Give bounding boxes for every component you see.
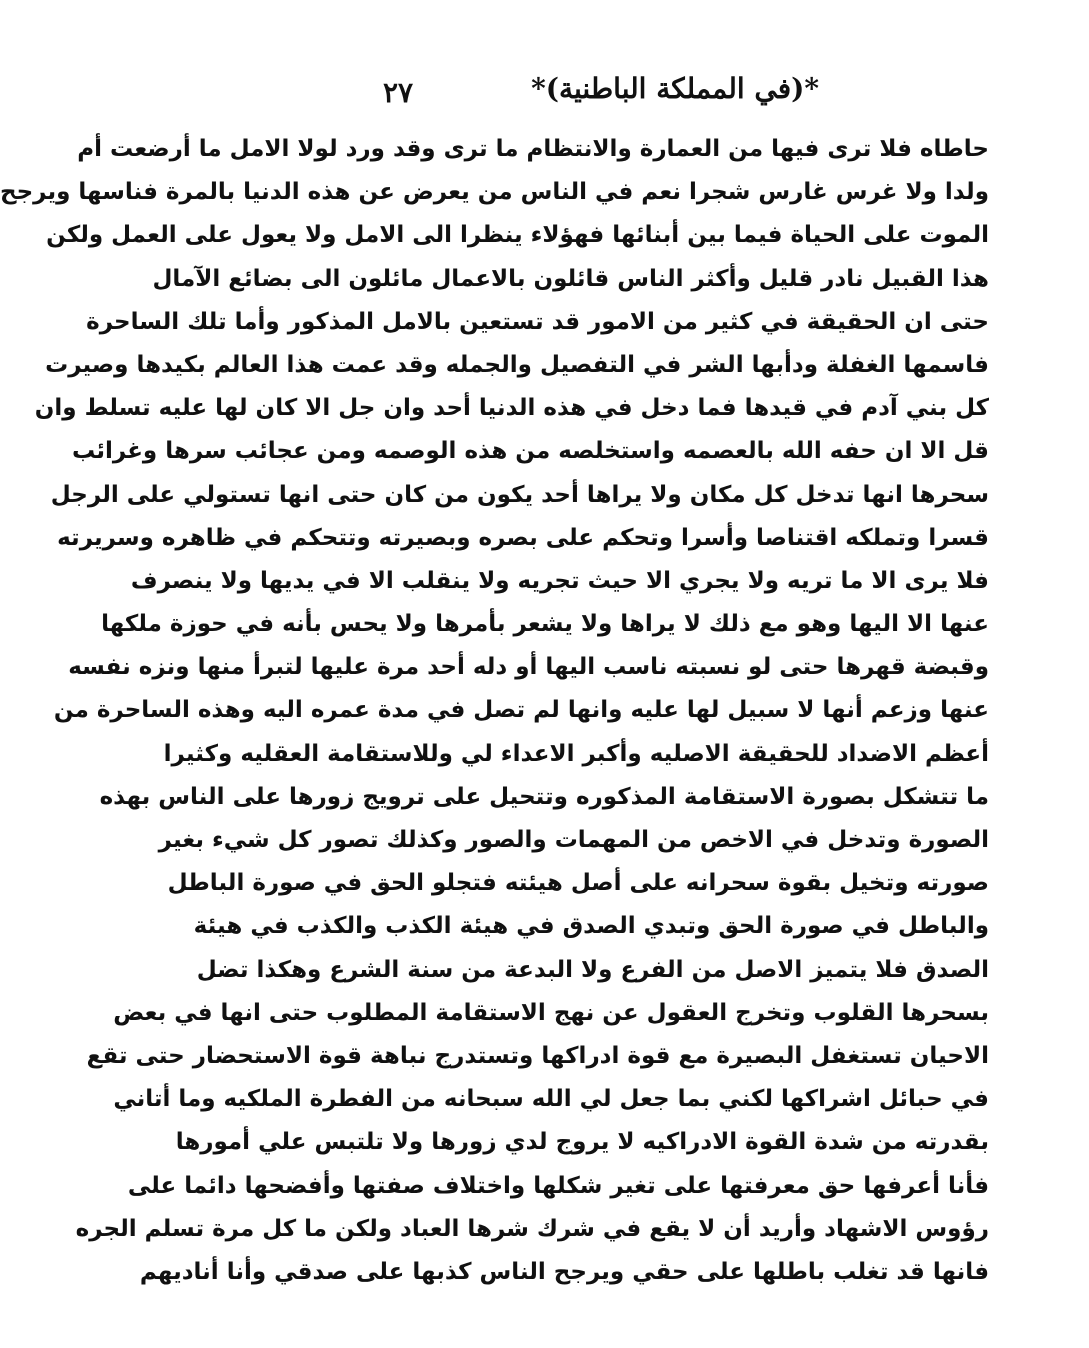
text-line: قل الا ان حفه الله بالعصمه واستخلصه من هذه الوصمه ومن عجائب سرها وغرائب <box>72 438 989 465</box>
text-line: قسرا وتملكه اقتناصا وأسرا وتحكم على بصره وبصيرته وتتحكم في ظاهره وسريرته <box>57 524 989 551</box>
page-header <box>343 72 1029 122</box>
text-line: حتى ان الحقيقة في كثير من الامور قد تستعين بالامل المذكور وأما تلك الساحرة <box>86 308 989 335</box>
text-line: الصدق فلا يتميز الاصل من الفرع ولا البدعة من سنة الشرع وهكذا تضل <box>196 956 989 983</box>
page-number: ٢٧ <box>383 76 414 109</box>
text-line: فانها قد تغلب باطلها على حقي ويرجح الناس كذبها على صدقي وأنا أناديهم <box>139 1258 989 1285</box>
text-line: الصورة وتدخل في الاخص من المهمات والصور وكذلك تصور كل شيء بغير <box>158 827 989 853</box>
text-line: فلا يرى الا ما تريه ولا يجري الا حيث تجريه ولا ينقلب الا في يديها ولا ينصرف <box>130 567 989 594</box>
running-title: *(في المملكة الباطنية)* <box>531 72 819 105</box>
text-line: صورته وتخيل بقوة سحرانه على أصل هيئته فتجلو الحق في صورة الباطل <box>167 870 989 897</box>
body-text <box>0 128 989 1294</box>
text-line: كل بني آدم في قيدها فما دخل في هذه الدنيا أحد وان جل الا كان لها عليه تسلط وان <box>34 395 989 422</box>
text-line: أعظم الاضداد للحقيقة الاصليه وأكبر الاعداء لي وللاستقامة العقليه وكثيرا <box>163 740 989 767</box>
text-line: الموت على الحياة فيما بين أبنائها فهؤلاء ينظرا الى الامل ولا يعول على العمل ولكن <box>46 222 989 249</box>
text-line: حاطاه فلا ترى فيها من العمارة والانتظام ما ترى وقد ورد لولا الامل ما أرضعت أم <box>77 136 989 162</box>
text-line: فاسمها الغفلة ودأبها الشر في التفصيل والجمله وقد عمت هذا العالم بكيدها وصيرت <box>45 351 989 378</box>
text-line: ولدا ولا غرس غارس شجرا نعم في الناس من يعرض عن هذه الدنيا بالمرة فناسها ويرجح <box>0 179 989 206</box>
text-line: ما تتشكل بصورة الاستقامة المذكوره وتتحيل على ترويج زورها على الناس بهذه <box>99 783 989 810</box>
text-line: عنها وزعم أنها لا سبيل لها عليه وانها لم تصل في مدة عمره اليه وهذه الساحرة من <box>53 697 989 724</box>
text-line: والباطل في صورة الحق وتبدي الصدق في هيئة الكذب والكذب في هيئة <box>193 913 989 940</box>
text-line: رؤوس الاشهاد وأريد أن لا يقع في شرك شرها العباد ولكن ما كل مرة تسلم الجره <box>75 1215 989 1242</box>
text-line: بسحرها القلوب وتخرج العقول عن نهج الاستقامة المطلوب حتى انها في بعض <box>113 999 989 1026</box>
text-line: وقبضة قهرها حتى لو نسبته ناسب اليها أو دله أحد مرة عليها لتبرأ منها ونزه نفسه <box>68 654 989 681</box>
text-line: هذا القبيل نادر قليل وأكثر الناس قائلون بالاعمال مائلون الى بضائع الآمال <box>152 265 989 292</box>
text-line: في حبائل اشراكها لكني بما جعل لي الله سبحانه من الفطرة الملكيه وما أتاني <box>113 1086 989 1113</box>
text-line: سحرها انها تدخل كل مكان ولا يراها أحد يكون من كان حتى انها تستولي على الرجل <box>50 481 989 508</box>
text-line: عنها الا اليها وهو مع ذلك لا يراها ولا يشعر بأمرها ولا يحس بأنه في حوزة ملكها <box>101 611 989 638</box>
text-line: فأنا أعرفها حق معرفتها على تغير شكلها واختلاف صفتها وأفضحها دائما على <box>127 1172 989 1199</box>
text-line: الاحيان تستغفل البصيرة مع قوة ادراكها وتستدرج نباهة قوة الاستحضار حتى تقع <box>86 1042 989 1069</box>
text-line: بقدرته من شدة القوة الادراكيه لا يروج لدي زورها ولا تلتبس علي أمورها <box>175 1129 989 1156</box>
